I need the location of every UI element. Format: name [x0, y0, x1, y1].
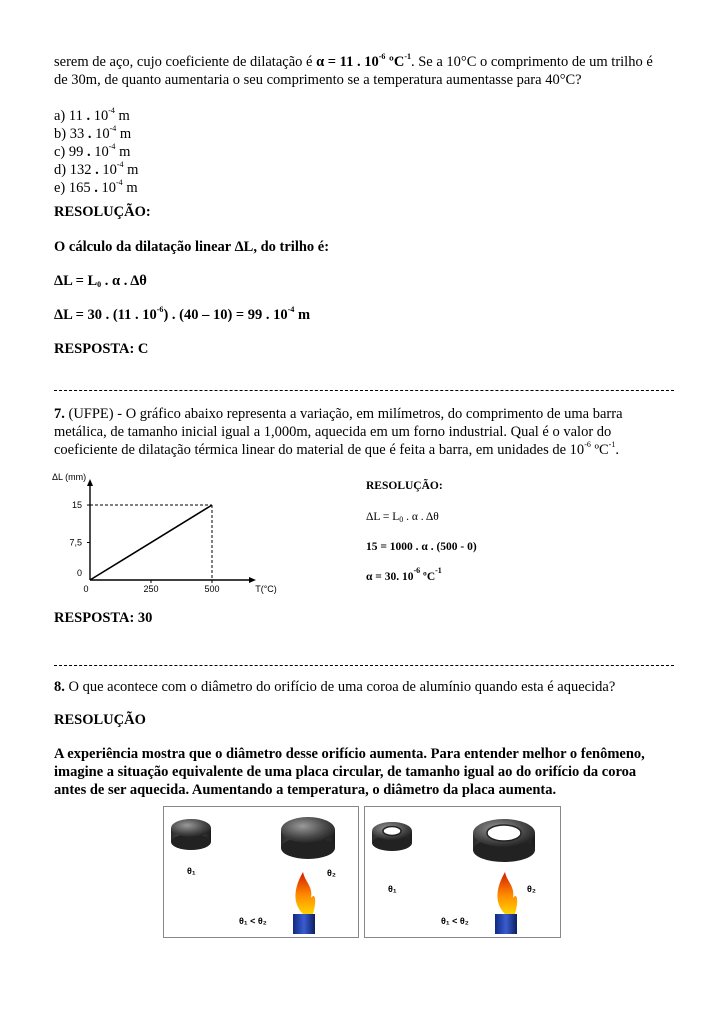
theta-relation-label: θ₁ < θ₂	[239, 916, 267, 926]
q6-resolucao-title: RESOLUÇÃO:	[54, 204, 151, 220]
q8-explanation-line2: imagine a situação equivalente de uma placa circular, de tamanho igual ao do orifício da coroa	[54, 764, 637, 780]
x-tick-label: 250	[143, 584, 159, 594]
q7-resposta: RESPOSTA: 30	[54, 610, 153, 626]
separator-line	[54, 390, 674, 391]
q7-resolucao-title: RESOLUÇÃO:	[366, 480, 443, 492]
q6-option: c) 99 . $10^{-4}$ m	[54, 142, 131, 160]
theta2-label: θ₂	[327, 868, 336, 878]
separator-line	[54, 665, 674, 666]
q6-statement-line1: serem de aço, cujo coeficiente de dilatação é α = 11 . $10^{-6}$ ºC$^{-1}$. Se a 10°C o comprimento de um trilho é	[54, 52, 653, 70]
theta1-label: θ₁	[187, 866, 196, 876]
q6-option: e) 165 . $10^{-4}$ m	[54, 178, 138, 196]
large-plate-icon	[281, 817, 335, 859]
y-tick-label: 15	[71, 500, 82, 510]
dilation-chart	[48, 470, 288, 602]
q7-statement-line1: 7. (UFPE) - O gráfico abaixo representa a variação, em milímetros, do comprimento de uma barra	[54, 406, 623, 422]
q7-step: 15 = 1000 . α . (500 - 0)	[366, 541, 477, 553]
small-ring-icon	[372, 822, 412, 851]
theta1-label: θ₁	[388, 884, 397, 894]
q7-result: α = 30. $10^{-6}$ ºC$^{-1}$	[366, 566, 442, 583]
q6-option: b) 33 . $10^{-4}$ m	[54, 124, 132, 142]
q6-statement-line2: de 30m, de quanto aumentaria o seu comprimento se a temperatura aumentasse para 40°C?	[54, 72, 582, 88]
series-line	[90, 505, 212, 580]
thermal-expansion-figure	[163, 806, 561, 938]
q6-calculation: ΔL = 30 . (11 . $10^{-6}$) . (40 – 10) = 99 . $10^{-4}$ m	[54, 305, 311, 323]
y-axis-label: ΔL (mm)	[52, 472, 87, 482]
y-axis-arrow	[87, 479, 93, 486]
q8-explanation-line3: antes de ser aquecida. Aumentando a temperatura, o diâmetro da placa aumenta.	[54, 782, 557, 798]
x-axis-arrow	[249, 577, 256, 583]
x-tick-label: 500	[204, 584, 220, 594]
theta2-label: θ₂	[527, 884, 536, 894]
q8-explanation-line1: A experiência mostra que o diâmetro desse orifício aumenta. Para entender melhor o fenômeno,	[54, 746, 645, 762]
q7-statement-line3: coeficiente de dilatação térmica linear do material de que é feita a barra, em unidades de $10^{-6}$ ºC$^{-1}$.	[54, 440, 619, 458]
q6-option: d) 132 . $10^{-4}$ m	[54, 160, 139, 178]
y-tick-label: 0	[76, 568, 82, 578]
large-ring-icon	[473, 819, 535, 862]
q7-formula: $\Delta L = L_0$ . α . Δθ	[366, 511, 439, 524]
x-axis-label: T(°C)	[255, 584, 277, 594]
x-tick-label: 0	[83, 584, 89, 594]
q6-resposta: RESPOSTA: C	[54, 341, 149, 357]
q6-option: a) 11 . $10^{-4}$ m	[54, 106, 130, 124]
y-tick-label: 7,5	[69, 537, 82, 548]
small-plate-icon	[171, 819, 211, 850]
q8-statement: 8. O que acontece com o diâmetro do orifício de uma coroa de alumínio quando esta é aquecida?	[54, 679, 616, 695]
q7-statement-line2: metálica, de tamanho inicial igual a 1,000m, aquecida em um forno industrial. Qual é o valor do	[54, 424, 612, 440]
theta-relation-label: θ₁ < θ₂	[441, 916, 469, 926]
q6-calc-intro: O cálculo da dilatação linear ΔL, do trilho é:	[54, 239, 330, 255]
q6-formula: $\Delta L = L_0$ . α . Δθ	[54, 273, 147, 289]
q8-resolucao-title: RESOLUÇÃO	[54, 712, 146, 728]
